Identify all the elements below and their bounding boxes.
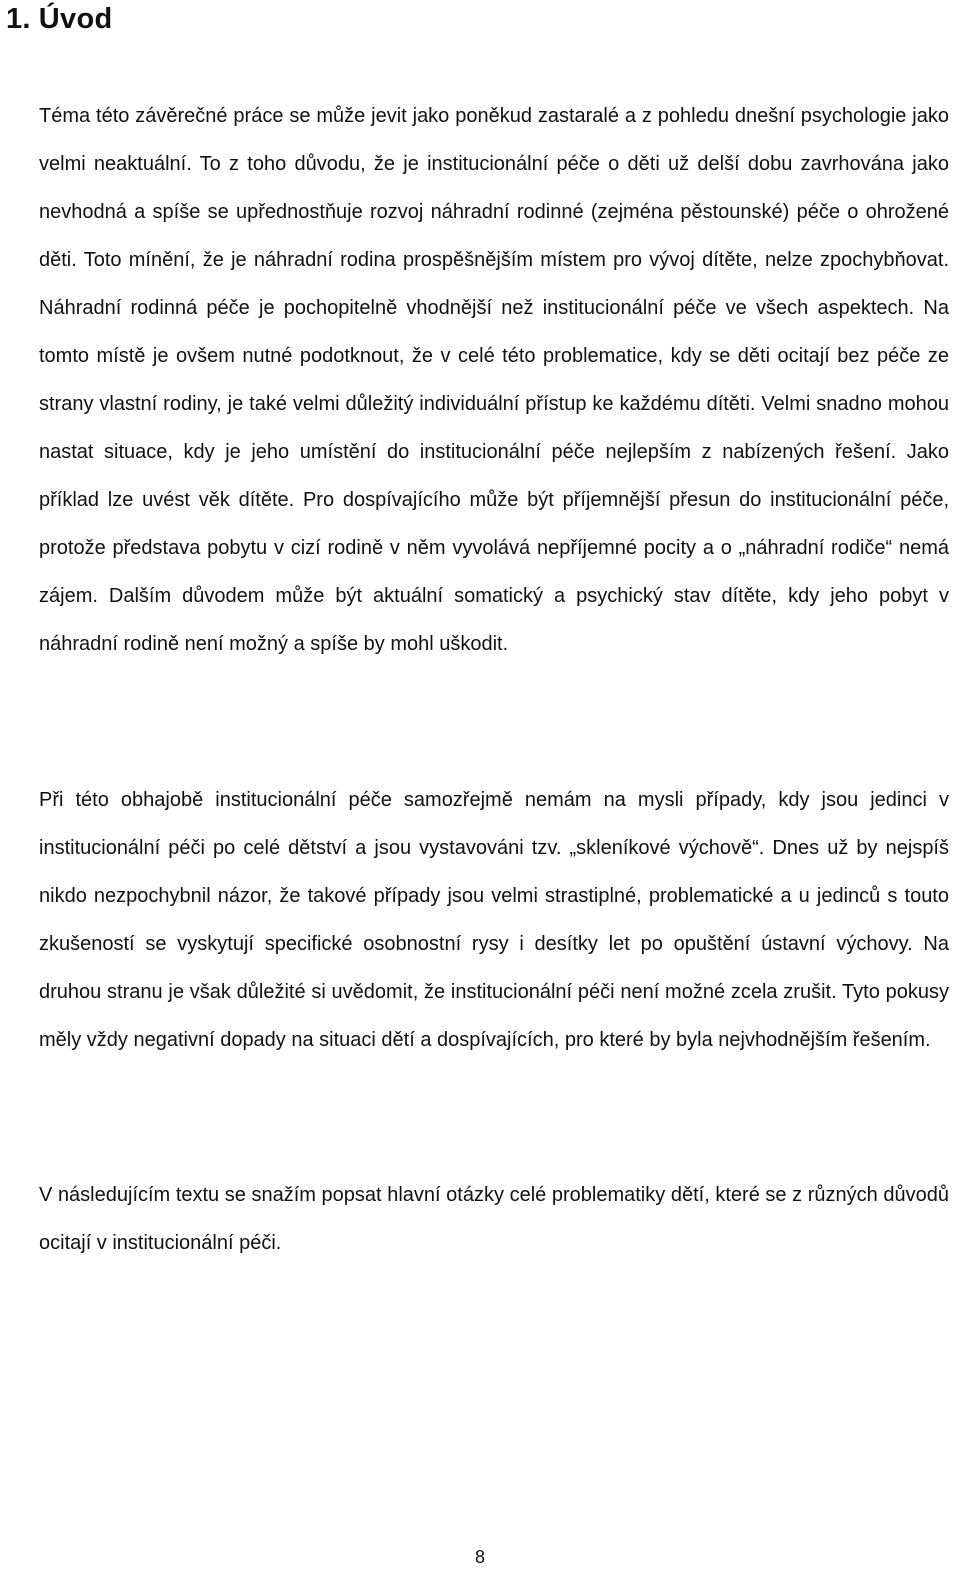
page-number: 8 <box>474 1547 485 1567</box>
paragraph-outline: V následujícím textu se snažím popsat hlavní otázky celé problematiky dětí, které se z různých důvodů ocitají v institucionální péči. <box>39 1184 949 1254</box>
chapter-heading <box>6 0 113 38</box>
paragraph-intro: Téma této závěrečné práce se může jevit jako poněkud zastaralé a z pohledu dnešní psychologie jako velmi neaktuální. To z toho důvodu, že je institucionální péče o děti už delší dobu zavrhována jako nevhodná a spíše se upřednostňuje rozvoj náhradní rodinné (zejména pěstounské) péče o ohrožené děti. Toto mínění, že je náhradní rodina prospěšnějším místem pro vývoj dítěte, nelze zpochybňovat. Náhradní rodinná péče je pochopitelně vhodnější než institucionální péče ve všech aspektech. Na tomto místě je ovšem nutné podotknout, že v celé této problematice, kdy se děti ocitají bez péče ze strany vlastní rodiny, je také velmi důležitý individuální přístup ke každému dítěti. Velmi snadno mohou nastat situace, kdy je jeho umístění do institucionální péče nejlepším z nabízených řešení. Jako příklad lze uvést věk dítěte. Pro dospívajícího může být příjemnější přesun do institucionální péče, protože představa pobytu v cizí rodině v něm vyvolává nepříjemné pocity a o „náhradní rodiče“ nemá zájem. Dalším důvodem může být aktuální somatický a psychický stav dítěte, kdy jeho pobyt v náhradní rodině není možný a spíše by mohl uškodit. <box>39 105 949 655</box>
paragraph-defense: Při této obhajobě institucionální péče samozřejmě nemám na mysli případy, kdy jsou jedinci v institucionální péči po celé dětství a jsou vystavováni tzv. „skleníkové výchově“. Dnes už by nejspíš nikdo nezpochybnil názor, že takové případy jsou velmi strastiplné, problematické a u jedinců s touto zkušeností se vyskytují specifické osobnostní rysy i desítky let po opuštění ústavní výchovy. Na druhou stranu je však důležité si uvědomit, že institucionální péči není možné zcela zrušit. Tyto pokusy měly vždy negativní dopady na situaci dětí a dospívajících, pro které by byla nejvhodnějším řešením. <box>39 789 949 1051</box>
chapter-number: 1. <box>6 3 31 35</box>
chapter-title: Úvod <box>38 3 113 35</box>
